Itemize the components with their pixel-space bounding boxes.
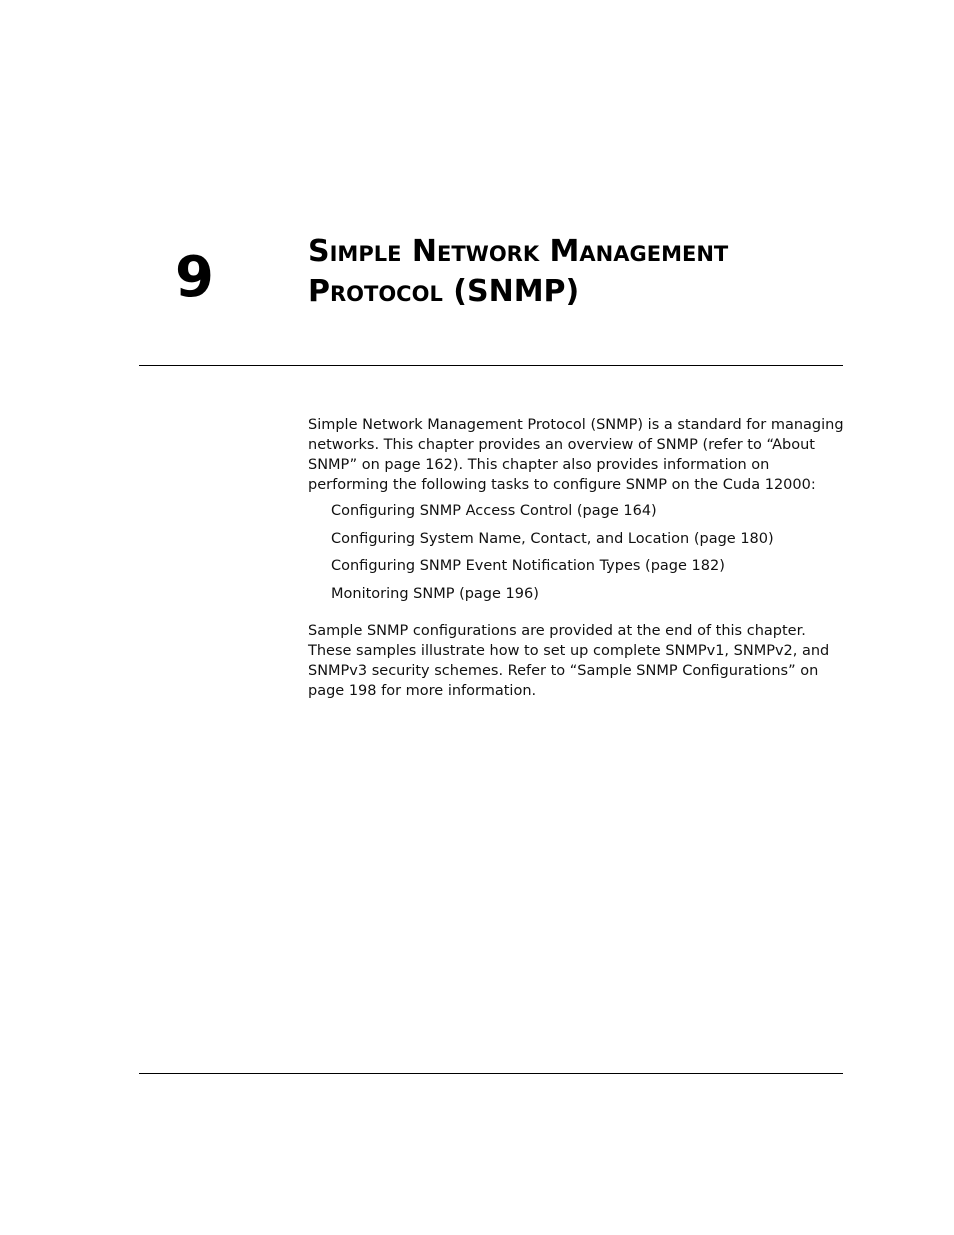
closing-paragraph: Sample SNMP configurations are provided at the end of this chapter. These samples illustrate how to set up complete SNMPv1, SNMPv2, and SNMPv3 security schemes. Refer to “Sample SNMP Configurations” on page 198 for more information. <box>308 623 830 699</box>
chapter-number: 9 <box>175 245 214 310</box>
task-item-system-name: Configuring System Name, Contact, and Location (page 180) <box>331 530 774 547</box>
task-item-event-notification: Configuring SNMP Event Notification Types (page 182) <box>331 558 725 574</box>
intro-paragraph: Simple Network Management Protocol (SNMP) is a standard for managing networks. This chapter provides an overview of SNMP (refer to “About SNMP” on page 162). This chapter also provides information on performing the following tasks to configure SNMP on the Cuda 12000: <box>308 417 844 493</box>
bottom-divider <box>139 1073 843 1074</box>
top-divider <box>139 365 843 366</box>
task-list <box>331 501 774 611</box>
task-item-access-control: Configuring SNMP Access Control (page 164) <box>331 503 657 519</box>
chapter-title-line-1: Simple Network Management <box>308 234 729 269</box>
chapter-title <box>308 232 848 312</box>
task-item-monitoring: Monitoring SNMP (page 196) <box>331 585 539 602</box>
chapter-title-line-2: Protocol (SNMP) <box>308 274 580 309</box>
